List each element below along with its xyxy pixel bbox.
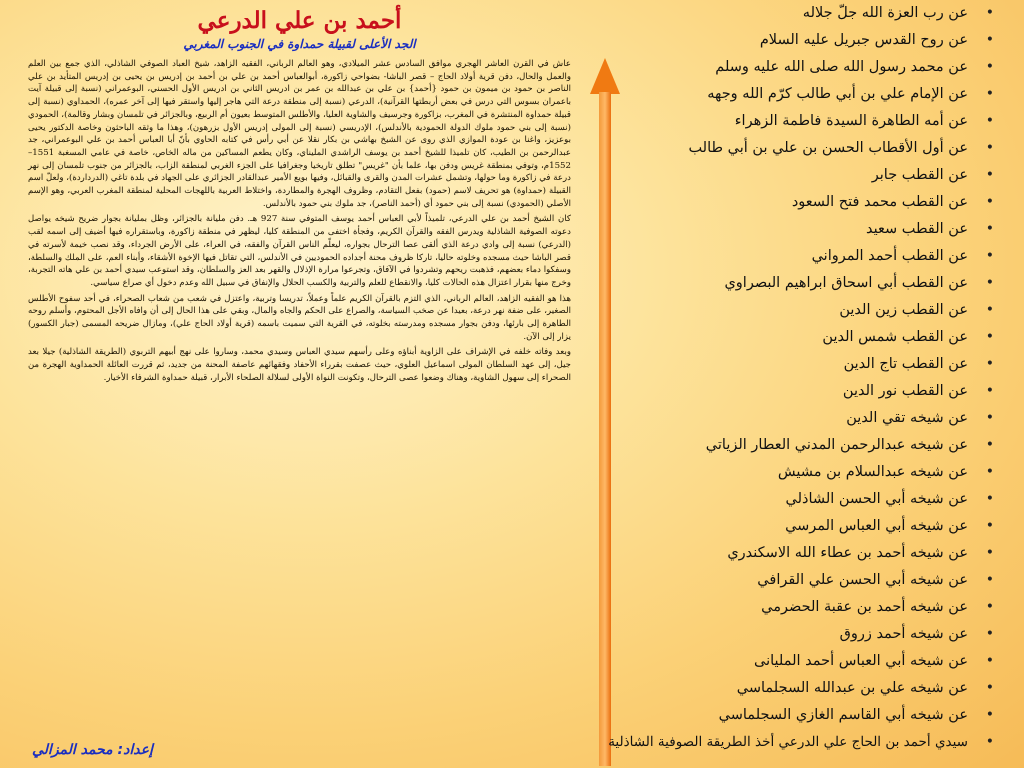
list-item-final: سيدي أحمد بن الحاج علي الدرعي أخذ الطريقة الصوفية الشاذلية • (428, 729, 968, 756)
list-item: عن أول الأقطاب الحسن بن علي بن أبي طالب • (548, 135, 968, 162)
list-item: عن رب العزة الله جلّ جلاله • (548, 0, 968, 27)
page-subtitle: الجد الأعلى لقبيلة حمداوة في الجنوب المغربي (183, 37, 416, 51)
paragraph: هذا هو الفقيه الزاهد، العالم الرباني، الذي التزم بالقرآن الكريم علماً وعملاً، تدريسا وتربية، واعتزل في شعب من شعاب الصحراء، في أحد سفوح الأطلس الصغير، على ضفة نهر درعة، بعيدا عن صخب السياسة، والصراع على الحكم والجاه والمال، وبقي على هذا الحال إلى أن وافاه الأجل المحتوم، وأسلم روحه الطاهرة إلى بارئها، ودفن بجوار مسجده ومدرسته بخلوته، في القرية التي سميت باسمه (قرية أولاد الحاج علي)، ومازال ضريحه المسمى (جبار الكسور) يزار إلى الآن. (28, 293, 571, 342)
list-item: عن شيخه أحمد بن عطاء الله الاسكندري • (548, 540, 968, 567)
list-item: عن محمد رسول الله صلى الله عليه وسلم • (548, 54, 968, 81)
list-item: عن شيخه أبي الحسن علي القرافي • (548, 567, 968, 594)
list-item: عن شيخه علي بن عبدالله السجلماسي • (548, 675, 968, 702)
list-item: عن القطب أبي اسحاق ابراهيم البصراوي • (548, 270, 968, 297)
list-item: عن القطب جابر • (548, 162, 968, 189)
list-item: عن شيخه أبي العباس أحمد المليانى • (548, 648, 968, 675)
list-item: عن القطب شمس الدين • (548, 324, 968, 351)
list-item: عن شيخه عبدالرحمن المدني العطار الزياتي • (548, 432, 968, 459)
list-item: عن شيخه أحمد زروق • (548, 621, 968, 648)
list-item: عن القطب أحمد المرواني • (548, 243, 968, 270)
chain-of-transmission-list (548, 0, 968, 756)
list-item: عن القطب زين الدين • (548, 297, 968, 324)
paragraph: عاش في القرن العاشر الهجري موافق السادس عشر الميلادي، وهو العالم الرباني، الفقيه الزاهد، شيخ العباد الصوفي الشاذلي، الذي جمع بين العلم والعمل والحال، دفن قرية أولاد الحاج – قصر الباشا- بضواحي زاكورة، أبوالعباس أحمد بن علي بن أحمد بن إدريس بن يحيى بن إدريس المتأيد بن علي الناصر بن حمود بن ميمون بن حمود {أحمد} بن علي بن عبدالله بن عمر بن ادريس الثاني بن ادريس الأول الحسني، البوعمراني (نسبة إلى قبيلة آيت باعمران بسوس التي درس في بعض أربطتها القرآنية)، الدرعي (نسبة إلى منطقة درعة التي هاجر إليها واستقر فيها إلى آخر عمره)، الحمداوي (نسبة إلى قبيلة حمداوة المنتشرة في المغرب، بزاكورة وجرسيف والشاوية العليا، والأطلس المتوسط بعيون أم الربيع، وبالجزائر في تلمسان وبشار وقالمة)، الحمودي (نسبة إلى بني حمود ملوك الدولة الحمودية بالأندلس)، الإدريسي (نسبة إلى المولى إدريس الأول بزرهون)، وهذا ما وثقه الباحثون وخاصة الدكتور يحيى بوعزيز، واغنا بن عودة الموازي الذي روى عن الشيخ بهاشي بن بكار نقلا عن أبي رأس في كتابه الحاوي بأنّ أبا العباس أحمد بن علي البوعمراني، جد عبدالرحمن بن الطيب، كان تلميذا للشيخ أحمد بن يوسف الراشدي المليناي، وكان يطعم المساكين من ماله الخاص، خاصة في عامي المسغبة 1551–1552م، وتوفي بمنطقة غريس ودفن بها، علما بأن "غريس" تطلق تاريخيا وجغرافيا على الجزء الغربي لمنطقة الزاب، بالجزائر من جنوب تلمسان إلى نهر درعة في زاكورة وما حولها، وتشمل عشرات المدن والقرى والقبائل، وفيها بويع الأمير عبدالقادر الجزائري على الجهاد في بلدة تاغي (الدرداردة)، ولعلّ اسم القبيلة (حمداوة) هو تحريف لاسم (حمود) بفعل التقادم، وظروف الهجرة والمطاردة، واختلاط العربية باللهجات المحلية لمنطقة المغرب العربي، وهو الإسم الأصلي (الحمودي) نسبة إلى بني حمود أي (أحمد الناصر)، جد ملوك بني حمود بالأندلس. (28, 59, 571, 209)
biography-text (22, 58, 577, 385)
list-item: عن الإمام علي بن أبي طالب كرّم الله وجهه • (548, 81, 968, 108)
list-item: عن شيخه أبي القاسم الغازي السجلماسي • (548, 702, 968, 729)
list-item: عن شيخه أبي الحسن الشاذلي • (548, 486, 968, 513)
list-item: عن القطب سعيد • (548, 216, 968, 243)
list-item: عن شيخه تقي الدين • (548, 405, 968, 432)
biography-panel (22, 6, 577, 766)
list-item: عن شيخه عبدالسلام بن مشيش • (548, 459, 968, 486)
list-item: عن أمه الطاهرة السيدة فاطمة الزهراء • (548, 108, 968, 135)
list-item: عن القطب محمد فتح السعود • (548, 189, 968, 216)
list-item: عن شيخه أبي العباس المرسي • (548, 513, 968, 540)
paragraph: وبعد وفاته خلفه في الإشراف على الزاوية أبناؤه وعلى رأسهم سيدي العباس وسيدي محمد، وساروا على نهج أبيهم التربوي (الطريقة الشاذلية) جيلا بعد جيل، إلى عهد السلطان المولى اسماعيل العلوي، حيث عصفت بقرراء الأحفاد وفقهائهم عاصفة المحنة من جديد، ثم قررت العائلة الحمداوية الهجرة من الصحراء إلى سهول الشاوية، وهناك وضعوا عصى الترحال، وتكونت النواة الأولى لسلالة الصلحاء الأبرار، قبيلة حمداوة الشرفاء الأخيار. (28, 347, 571, 383)
list-item: عن القطب تاج الدين • (548, 351, 968, 378)
author-credit: إعداد: محمد المزالي (32, 742, 153, 758)
paragraph: كان الشيخ أحمد بن علي الدرعي، تلميذاً لأبي العباس أحمد يوسف المتوفي سنة 927 هـ. دفن مليانة بالجزائر، وظل بمليانة بجوار ضريح شيخه يواصل دعوته الصوفية الشاذلية ويدرس الفقه والقرآن الكريم، وفجأة اختفى من المنطقة كليا، ليظهر في منطقة زاكورة، وباستقراره فيها أضيف إلى اسمه لقب (الدرعي) نسبة إلى وادي درعة الذي ألقى عصا الترحال بجواره، ليعلّم الناس القرآن والفقه، في العراء، على الأرض الجرداء، وقد نصب خيمة لأسرته في قصر الباشا حيث مسجده وخلوته حاليا، تاركا ظروف محنة أجداده الحموديين في الأندلس، التي تقاتل فيها الإخوة الأشقاء، وأبناء العم، على الملك والسلطة، وسفكوا دماء بعضهم، فذهبت ريحهم وتشردوا في الآفاق، وتجرعوا مرارة الإذلال والقهر بعد العز والسلطان، وقد استوعب سيدي أحمد بن علي هاته التجربة، وخرج منها بقرار اعتزال هذه الحالات كليا، والانقطاع للعلم والتربية والكسب الحلال والإنفاق في سبيل الله وعدم دخول أي صراع سياسي. (28, 214, 571, 288)
page-title: أحمد بن علي الدرعي (197, 7, 402, 34)
list-item: عن القطب نور الدين • (548, 378, 968, 405)
list-item: عن روح القدس جبريل عليه السلام • (548, 27, 968, 54)
list-item: عن شيخه أحمد بن عقبة الحضرمي • (548, 594, 968, 621)
